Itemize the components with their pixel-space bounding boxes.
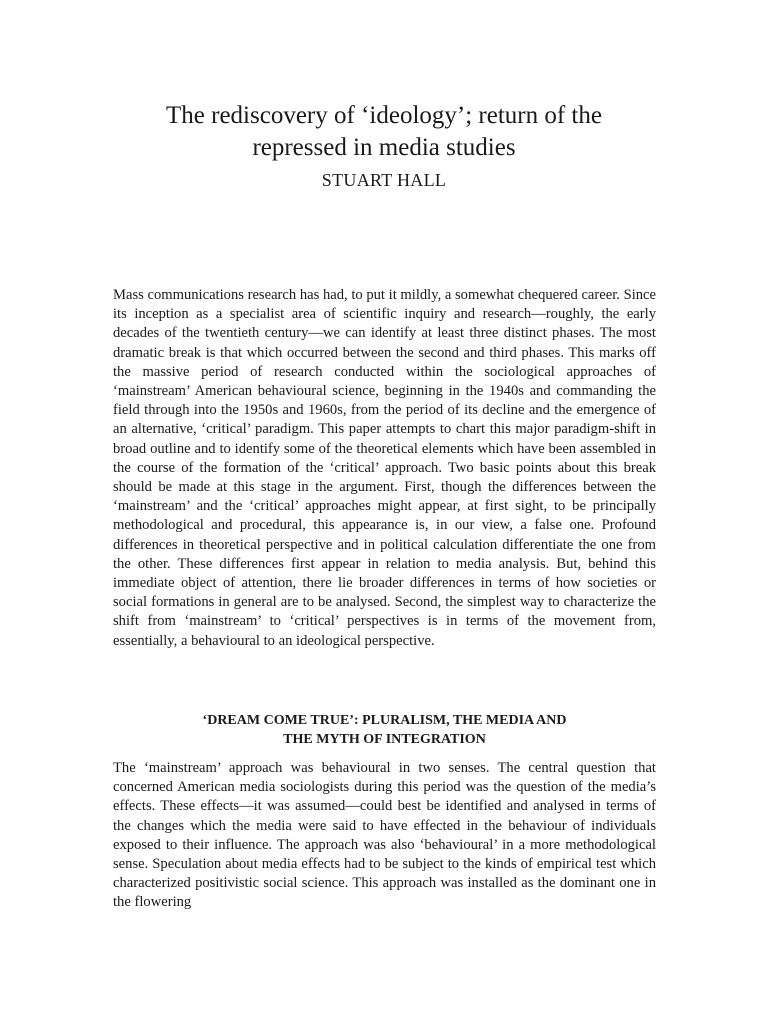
author-name: STUART HALL <box>321 170 447 190</box>
title-block <box>100 100 668 192</box>
section-heading-line-2: THE MYTH OF INTEGRATION <box>283 732 486 747</box>
section-heading-line-1: ‘DREAM COME TRUE’: PLURALISM, THE MEDIA AND <box>202 713 567 728</box>
title-line-2: repressed in media studies <box>252 134 516 161</box>
title-line-1: The rediscovery of ‘ideology’; return of the <box>166 102 602 129</box>
body-paragraph-2: The ‘mainstream’ approach was behavioural in two senses. The central question that concerned American media sociologists during this period was the question of the media’s effects. These effects—it was assumed—could best be identified and analysed in terms of the changes which the media were said to have effected in the behaviour of individuals exposed to their influence. The approach was also ‘behavioural’ in a more methodological sense. Speculation about media effects had to be subject to the kinds of empirical test which characterized positivistic social science. This approach was installed as the dominant one in the flowering <box>113 760 656 911</box>
document-title <box>100 100 668 164</box>
body-paragraph-1: Mass communications research has had, to put it mildly, a somewhat chequered career. Since its inception as a specialist area of scientific inquiry and research—roughly, the early decades of the twentieth century—we can identify at least three distinct phases. The most dramatic break is that which occurred between the second and third phases. This marks off the massive period of research conducted within the sociological approaches of ‘mainstream’ American behavioural science, beginning in the 1940s and commanding the field through into the 1950s and 1960s, from the period of its decline and the emergence of an alternative, ‘critical’ paradigm. This paper attempts to chart this major paradigm-shift in broad outline and to identify some of the theoretical elements which have been assembled in the course of the formation of the ‘critical’ approach. Two basic points about this break should be made at this stage in the argument. First, though the differences between the ‘mainstream’ and the ‘critical’ approaches might appear, at first sight, to be principally methodological and procedural, this appearance is, in our view, a false one. Profound differences in theoretical perspective and in political calculation differentiate the one from the other. These differences first appear in relation to media analysis. But, behind this immediate object of attention, there lie broader differences in terms of how societies or social formations in general are to be analysed. Second, the simplest way to characterize the shift from ‘mainstream’ to ‘critical’ perspectives is in terms of the movement from, essentially, a behavioural to an ideological perspective. <box>113 287 656 649</box>
section-heading <box>113 711 656 749</box>
